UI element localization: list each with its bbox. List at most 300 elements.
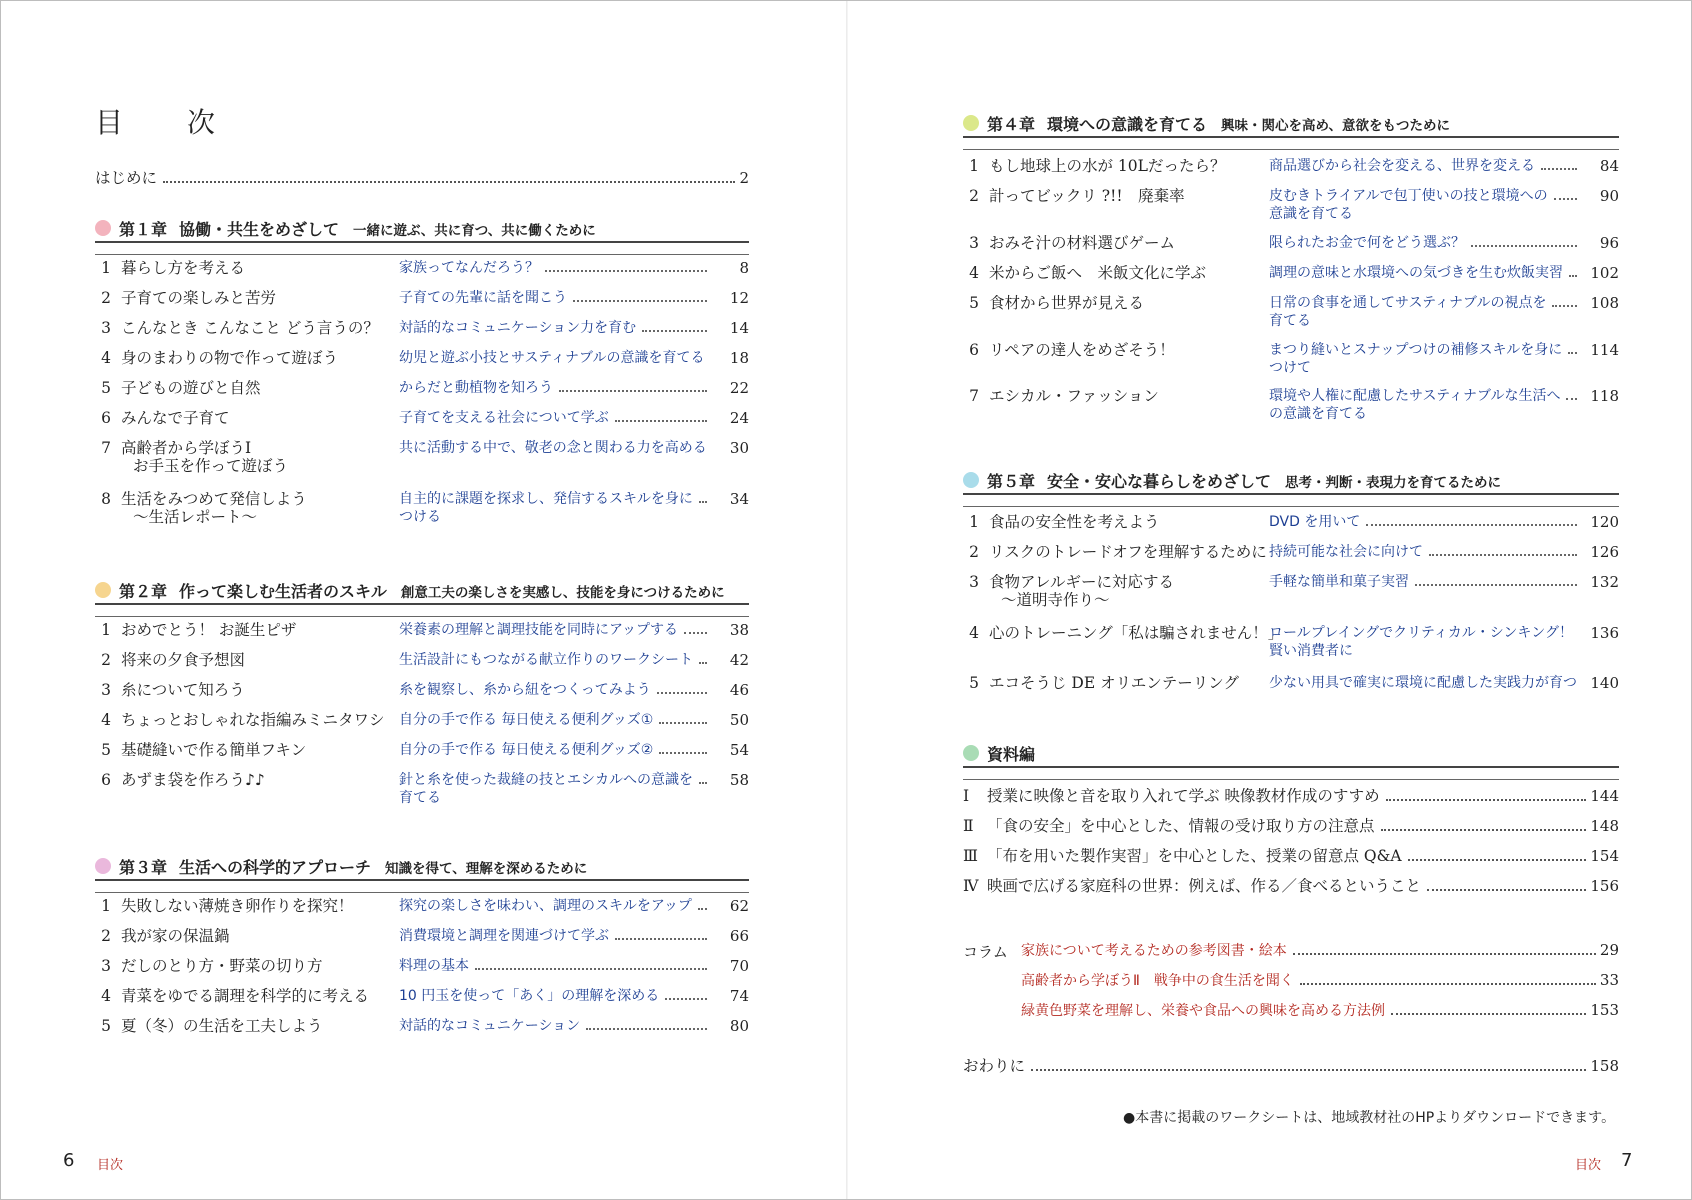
entry-page: 58 — [729, 771, 749, 789]
column-title: 高齢者から学ぼうⅡ 戦争中の食生活を聞く — [1021, 973, 1294, 989]
toc-entry[interactable] — [95, 651, 749, 669]
entry-number: 2 — [101, 927, 111, 945]
entry-page: 38 — [729, 621, 749, 639]
chapter-2-title: 作って楽しむ生活者のスキル — [179, 582, 387, 601]
toc-entry[interactable] — [95, 439, 749, 475]
outro-page: 158 — [1590, 1057, 1619, 1075]
leader-dots — [684, 632, 707, 634]
toc-entry[interactable] — [95, 927, 749, 945]
entry-subtitle — [1269, 157, 1581, 175]
entry-title: リペアの達人をめざそう！ — [989, 341, 1175, 359]
appendix-title: 「布を用いた製作実習」を中心とした、授業の留意点 Q&A — [987, 847, 1402, 865]
entry-number: 1 — [969, 157, 979, 175]
subtitle-line: 手軽な簡単和菓子実習 — [1269, 573, 1581, 591]
entry-page: 8 — [739, 259, 749, 277]
appendix-page: 148 — [1590, 817, 1619, 835]
entry-page: 114 — [1590, 341, 1619, 359]
chapter-1-dot — [95, 220, 111, 236]
chapter-3-title: 生活への科学的アプローチ — [179, 858, 372, 877]
entry-subtitle — [399, 1017, 711, 1035]
entry-number: 4 — [101, 987, 111, 1005]
subtitle-line: 対話的なコミュニケーション力を育む — [399, 319, 711, 337]
entry-subtitle — [399, 439, 711, 457]
chapter-5-title: 安全・安心な暮らしをめざして — [1047, 472, 1272, 491]
entry-title: 身のまわりの物で作って遊ぼう — [121, 349, 339, 367]
entry-title: 暮らし方を考える — [121, 259, 246, 277]
leader-dots — [615, 420, 707, 422]
subtitle-line: 育てる — [1269, 313, 1311, 329]
chapter-2-dot — [95, 582, 111, 598]
entry-page: 30 — [729, 439, 749, 457]
entry-number: 3 — [101, 319, 111, 337]
subtitle-line: 栄養素の理解と調理技能を同時にアップする — [399, 621, 711, 639]
toc-intro[interactable] — [95, 169, 749, 188]
entry-title: 生活をみつめて発信しよう 〜生活レポート〜 — [121, 490, 307, 526]
appendix-label: 資料編 — [987, 745, 1036, 764]
column-entry[interactable] — [1021, 971, 1619, 990]
entry-number: 7 — [101, 439, 111, 457]
chapter-2-note: 創意工夫の楽しさを実感し、技能を身につけるために — [400, 585, 725, 601]
subtitle-line: 消費環境と調理を関連づけて学ぶ — [399, 927, 711, 945]
chapter-4-title: 環境への意識を育てる — [1047, 115, 1208, 134]
leader-dots — [1427, 889, 1586, 891]
entry-page: 84 — [1599, 157, 1619, 175]
subtitle-line: 糸を観察し、糸から紐をつくってみよう — [399, 681, 711, 699]
chapter-3-rule — [95, 892, 749, 893]
entry-subtitle — [1269, 387, 1581, 423]
leader-dots — [1569, 275, 1577, 277]
chapter-1-label: 第１章 — [119, 220, 168, 239]
intro-page: 2 — [739, 169, 749, 187]
entry-title: 食物アレルギーに対応する 〜道明寺作り〜 — [989, 573, 1174, 609]
entry-subtitle — [399, 289, 711, 307]
subtitle-line: 少ない用具で確実に環境に配慮した実践力が育つ — [1269, 675, 1577, 691]
chapter-3-dot — [95, 858, 111, 874]
toc-entry[interactable] — [95, 987, 749, 1005]
column-page: 33 — [1599, 971, 1619, 989]
entry-title: みんなで子育て — [121, 409, 230, 427]
subtitle-line: 料理の基本 — [399, 957, 711, 975]
toc-entry[interactable] — [963, 234, 1619, 252]
appendix-number: Ⅳ — [963, 877, 979, 895]
page-title: 目 次 — [95, 106, 234, 139]
toc-entry[interactable] — [95, 1017, 749, 1035]
entry-number: 2 — [101, 651, 111, 669]
entry-title: エシカル・ファッション — [989, 387, 1159, 405]
entry-number: 5 — [101, 741, 111, 759]
entry-subtitle — [399, 957, 711, 975]
entry-title: ちょっとおしゃれな指編みミニタワシ — [121, 711, 385, 729]
entry-page: 50 — [729, 711, 749, 729]
toc-entry[interactable] — [95, 289, 749, 307]
entry-page: 90 — [1599, 187, 1619, 205]
subtitle-line: からだと動植物を知ろう — [399, 379, 711, 397]
leader-dots — [615, 938, 707, 940]
entry-title: 我が家の保温鍋 — [121, 927, 230, 945]
entry-subtitle — [1269, 294, 1581, 330]
chapter-2-rule — [95, 616, 749, 617]
entry-number: 5 — [969, 294, 979, 312]
subtitle-line: まつり縫いとスナップつけの補修スキルを身に — [1269, 341, 1581, 359]
toc-entry[interactable] — [963, 543, 1619, 561]
toc-entry[interactable] — [95, 490, 749, 526]
column-page: 29 — [1599, 941, 1619, 959]
leader-dots — [163, 181, 735, 183]
leader-dots — [1381, 829, 1587, 831]
entry-number: 7 — [969, 387, 979, 405]
appendix-page: 154 — [1590, 847, 1619, 865]
toc-entry[interactable] — [95, 711, 749, 729]
entry-subtitle — [399, 409, 711, 427]
subtitle-line: 共に活動する中で、敬老の念と関わる力を高める — [399, 440, 707, 456]
intro-label: はじめに — [95, 169, 158, 187]
entry-number: 3 — [101, 681, 111, 699]
entry-subtitle — [399, 681, 711, 699]
toc-outro[interactable] — [963, 1057, 1619, 1076]
entry-number: 2 — [969, 187, 979, 205]
subtitle-line: 日常の食事を通してサスティナブルの視点を — [1269, 294, 1581, 312]
chapter-1-rule — [95, 254, 749, 255]
entry-page: 54 — [729, 741, 749, 759]
entry-subtitle — [399, 711, 711, 729]
leader-dots — [1031, 1069, 1586, 1071]
leader-dots — [1552, 305, 1577, 307]
entry-page: 62 — [729, 897, 749, 915]
subtitle-line: 意識を育てる — [1269, 206, 1353, 222]
subtitle-line: 調理の意味と水環境への気づきを生む炊飯実習 — [1269, 264, 1581, 282]
entry-number: 4 — [969, 264, 979, 282]
toc-entry[interactable] — [963, 513, 1619, 531]
chapter-5-dot — [963, 472, 979, 488]
entry-number: 1 — [101, 259, 111, 277]
toc-entry[interactable] — [963, 674, 1619, 692]
leader-dots — [1554, 198, 1577, 200]
entry-page: 108 — [1590, 294, 1619, 312]
entry-title: 将来の夕食予想図 — [121, 651, 246, 669]
entry-subtitle — [399, 621, 711, 639]
entry-subtitle — [1269, 187, 1581, 223]
appendix-dot — [963, 745, 979, 761]
entry-page: 136 — [1590, 624, 1619, 642]
subtitle-line: 針と糸を使った裁縫の技とエシカルへの意識を — [399, 771, 711, 789]
leader-dots — [659, 752, 707, 754]
subtitle-line: 幼児と遊ぶ小技とサスティナブルの意識を育てる — [399, 350, 705, 366]
entry-subtitle — [399, 259, 711, 277]
entry-page: 126 — [1590, 543, 1619, 561]
subtitle-line: 賢い消費者に — [1269, 643, 1353, 659]
entry-subtitle — [399, 349, 711, 367]
outro-label: おわりに — [963, 1057, 1026, 1075]
entry-number: 4 — [101, 349, 111, 367]
chapter-1-title: 協働・共生をめざして — [179, 220, 340, 239]
appendix-page: 156 — [1590, 877, 1619, 895]
subtitle-line: 10 円玉を使って「あく」の理解を深める — [399, 987, 711, 1005]
chapter-3-header — [95, 855, 749, 881]
appendix-title: 授業に映像と音を取り入れて学ぶ 映像教材作成のすすめ — [987, 787, 1380, 805]
appendix-title: 「食の安全」を中心とした、情報の受け取り方の注意点 — [987, 817, 1375, 835]
chapter-5-label: 第５章 — [987, 472, 1036, 491]
toc-entry[interactable] — [95, 379, 749, 397]
entry-number: 1 — [969, 513, 979, 531]
entry-subtitle — [1269, 513, 1581, 531]
toc-entry[interactable] — [95, 741, 749, 759]
column-title: 緑黄色野菜を理解し、栄養や食品への興味を高める方法例 — [1021, 1003, 1385, 1019]
chapter-4-note: 興味・関心を高め、意欲をもつために — [1221, 118, 1450, 134]
entry-number: 4 — [969, 624, 979, 642]
entry-page: 14 — [729, 319, 749, 337]
subtitle-line: 自主的に課題を探求し、発信するスキルを身に — [399, 490, 711, 508]
leader-dots — [1391, 1013, 1586, 1015]
leader-dots — [573, 300, 707, 302]
entry-title: 基礎縫いで作る簡単フキン — [121, 741, 307, 759]
entry-page: 34 — [729, 490, 749, 508]
entry-number: 2 — [969, 543, 979, 561]
toc-entry[interactable] — [95, 319, 749, 337]
entry-page: 42 — [729, 651, 749, 669]
entry-title: 子育ての楽しみと苦労 — [121, 289, 277, 307]
leader-dots — [1568, 352, 1577, 354]
entry-subtitle — [1269, 543, 1581, 561]
toc-entry[interactable] — [963, 157, 1619, 175]
entry-subtitle — [399, 927, 711, 945]
appendix-title: 映画で広げる家庭科の世界：例えば、作る／食べるということ — [987, 877, 1422, 895]
appendix-number: Ⅱ — [963, 817, 974, 835]
entry-title: あずま袋を作ろう♪♪ — [121, 771, 265, 789]
column-page: 153 — [1590, 1001, 1619, 1019]
toc-entry[interactable] — [963, 573, 1619, 609]
chapter-3-label: 第３章 — [119, 858, 168, 877]
chapter-2-label: 第２章 — [119, 582, 168, 601]
entry-number: 5 — [969, 674, 979, 692]
entry-title: 高齢者から学ぼうⅠ お手玉を作って遊ぼう — [121, 439, 289, 475]
chapter-2-header — [95, 579, 749, 605]
entry-number: 2 — [101, 289, 111, 307]
entry-title: こんなとき こんなこと どう言うの？ — [121, 319, 379, 337]
subtitle-line: つける — [399, 509, 441, 525]
download-footnote: ●本書に掲載のワークシートは、地域教材社のHPよりダウンロードできます。 — [1123, 1110, 1616, 1126]
toc-entry[interactable] — [95, 681, 749, 699]
entry-page: 102 — [1590, 264, 1619, 282]
entry-title: 心のトレーニング「私は騙されません！」 — [989, 624, 1284, 642]
chapter-3-note: 知識を得て、理解を深めるために — [385, 861, 588, 877]
subtitle-line: 生活設計にもつながる献立作りのワークシート — [399, 651, 711, 669]
entry-page: 66 — [729, 927, 749, 945]
entry-subtitle — [1269, 573, 1581, 591]
leader-dots — [1566, 398, 1577, 400]
entry-title: 計ってビックリ ?!! 廃棄率 — [989, 187, 1185, 205]
toc-entry[interactable] — [963, 187, 1619, 223]
entry-page: 24 — [729, 409, 749, 427]
entry-subtitle — [399, 741, 711, 759]
leader-dots — [475, 968, 707, 970]
subtitle-line: 商品選びから社会を変える、世界を変える — [1269, 157, 1581, 175]
entry-subtitle — [1269, 624, 1581, 660]
subtitle-line: 子育てを支える社会について学ぶ — [399, 409, 711, 427]
appendix-entry[interactable] — [963, 847, 1619, 866]
entry-title: おみそ汁の材料選びゲーム — [989, 234, 1176, 252]
entry-title: 食材から世界が見える — [989, 294, 1145, 312]
leader-dots — [586, 1028, 707, 1030]
entry-number: 1 — [101, 621, 111, 639]
toc-entry[interactable] — [95, 897, 749, 915]
entry-number: 1 — [101, 897, 111, 915]
appendix-header — [963, 742, 1619, 768]
entry-title: 失敗しない薄焼き卵作りを探究！ — [121, 897, 354, 915]
entry-number: 8 — [101, 490, 111, 508]
entry-subtitle — [399, 379, 711, 397]
folio-label-left: 目次 — [97, 1158, 124, 1173]
entry-number: 3 — [969, 573, 979, 591]
entry-subtitle — [1269, 674, 1581, 692]
entry-title: 米からご飯へ 米飯文化に学ぶ — [989, 264, 1207, 282]
entry-page: 18 — [729, 349, 749, 367]
entry-number: 5 — [101, 1017, 111, 1035]
entry-subtitle — [399, 651, 711, 669]
entry-page: 120 — [1590, 513, 1619, 531]
page-gutter — [846, 1, 848, 1199]
subtitle-line: 自分の手で作る 毎日使える便利グッズ① — [399, 711, 711, 729]
entry-number: 4 — [101, 711, 111, 729]
entry-number: 6 — [101, 771, 111, 789]
appendix-entry[interactable] — [963, 877, 1619, 896]
toc-entry[interactable] — [95, 621, 749, 639]
entry-subtitle — [399, 771, 711, 807]
subtitle-line: 環境や人権に配慮したサスティナブルな生活へ — [1269, 387, 1581, 405]
entry-title: リスクのトレードオフを理解するために — [989, 543, 1267, 561]
subtitle-line: 持続可能な社会に向けて — [1269, 543, 1581, 561]
chapter-4-rule — [963, 149, 1619, 150]
appendix-entry[interactable] — [963, 787, 1619, 806]
chapter-1-header — [95, 217, 749, 243]
leader-dots — [1293, 953, 1596, 955]
leader-dots — [1429, 554, 1577, 556]
entry-page: 132 — [1590, 573, 1619, 591]
leader-dots — [699, 501, 707, 503]
entry-number: 6 — [101, 409, 111, 427]
subtitle-line: つけて — [1269, 360, 1311, 376]
chapter-5-rule — [963, 506, 1619, 507]
chapter-5-header — [963, 469, 1619, 495]
entry-title: おめでとう！ お誕生ピザ — [121, 621, 297, 639]
appendix-page: 144 — [1590, 787, 1619, 805]
toc-entry[interactable] — [963, 341, 1619, 377]
subtitle-line: 育てる — [399, 790, 441, 806]
entry-number: 6 — [969, 341, 979, 359]
entry-subtitle — [1269, 264, 1581, 282]
entry-subtitle — [399, 319, 711, 337]
entry-page: 12 — [729, 289, 749, 307]
column-label: コラム — [963, 943, 1008, 961]
entry-title: もし地球上の水が 10Lだったら？ — [989, 157, 1226, 175]
subtitle-line: 子育ての先輩に話を聞こう — [399, 289, 711, 307]
column-entry[interactable] — [1021, 941, 1619, 960]
entry-number: 3 — [101, 957, 111, 975]
appendix-rule — [963, 779, 1619, 780]
leader-dots — [1408, 859, 1587, 861]
entry-title: エコそうじ DE オリエンテーリング — [989, 674, 1239, 692]
leader-dots — [1366, 524, 1577, 526]
leader-dots — [665, 998, 707, 1000]
entry-number: 3 — [969, 234, 979, 252]
entry-page: 74 — [729, 987, 749, 1005]
toc-entry[interactable] — [963, 387, 1619, 423]
chapter-1-note: 一緒に遊ぶ、共に育つ、共に働くために — [353, 223, 596, 239]
chapter-4-header — [963, 112, 1619, 138]
entry-title: だしのとり方・野菜の切り方 — [121, 957, 323, 975]
entry-page: 22 — [729, 379, 749, 397]
leader-dots — [1541, 168, 1577, 170]
folio-label-right: 目次 — [1575, 1158, 1602, 1173]
entry-page: 70 — [729, 957, 749, 975]
column-title: 家族について考えるための参考図書・絵本 — [1021, 943, 1287, 959]
subtitle-line: の意識を育てる — [1269, 406, 1367, 422]
entry-subtitle — [399, 987, 711, 1005]
subtitle-line: 探究の楽しさを味わい、調理のスキルをアップ — [399, 897, 711, 915]
chapter-4-label: 第４章 — [987, 115, 1036, 134]
leader-dots — [699, 662, 707, 664]
page-number-left: 6 — [63, 1150, 75, 1171]
leader-dots — [1471, 245, 1577, 247]
subtitle-line: ロールプレイングでクリティカル・シンキング！ — [1269, 625, 1574, 641]
entry-page: 118 — [1590, 387, 1619, 405]
entry-page: 46 — [729, 681, 749, 699]
entry-subtitle — [1269, 341, 1581, 377]
toc-entry[interactable] — [963, 624, 1619, 660]
leader-dots — [642, 330, 707, 332]
leader-dots — [657, 692, 707, 694]
subtitle-line: 限られたお金で何をどう選ぶ？ — [1269, 234, 1581, 252]
toc-entry[interactable] — [95, 349, 749, 367]
leader-dots — [698, 908, 707, 910]
leader-dots — [699, 782, 707, 784]
entry-title: 子どもの遊びと自然 — [121, 379, 261, 397]
entry-title: 食品の安全性を考えよう — [989, 513, 1160, 531]
entry-title: 青菜をゆでる調理を科学的に考える — [121, 987, 370, 1005]
entry-title: 糸について知ろう — [121, 681, 245, 699]
leader-dots — [1300, 983, 1596, 985]
appendix-number: Ⅰ — [963, 787, 970, 805]
appendix-entry[interactable] — [963, 817, 1619, 836]
toc-entry[interactable] — [963, 294, 1619, 330]
leader-dots — [545, 270, 707, 272]
entry-subtitle — [399, 490, 711, 526]
entry-subtitle — [1269, 234, 1581, 252]
toc-entry[interactable] — [963, 264, 1619, 282]
toc-entry[interactable] — [95, 957, 749, 975]
toc-entry[interactable] — [95, 259, 749, 277]
subtitle-line: 家族ってなんだろう？ — [399, 259, 711, 277]
subtitle-line: 対話的なコミュニケーション — [399, 1017, 711, 1035]
subtitle-line: 自分の手で作る 毎日使える便利グッズ② — [399, 741, 711, 759]
entry-subtitle — [399, 897, 711, 915]
toc-entry[interactable] — [95, 409, 749, 427]
entry-title: 夏（冬）の生活を工夫しよう — [121, 1017, 323, 1035]
leader-dots — [1415, 584, 1577, 586]
leader-dots — [659, 722, 707, 724]
chapter-4-dot — [963, 115, 979, 131]
subtitle-line: DVD を用いて — [1269, 513, 1581, 531]
entry-number: 5 — [101, 379, 111, 397]
entry-page: 80 — [729, 1017, 749, 1035]
toc-entry[interactable] — [95, 771, 749, 807]
entry-page: 140 — [1590, 674, 1619, 692]
page-number-right: 7 — [1621, 1150, 1633, 1171]
entry-page: 96 — [1599, 234, 1619, 252]
leader-dots — [1386, 799, 1587, 801]
appendix-number: Ⅲ — [963, 847, 978, 865]
chapter-5-note: 思考・判断・表現力を育てるために — [1285, 475, 1502, 491]
column-entry[interactable] — [1021, 1001, 1619, 1020]
